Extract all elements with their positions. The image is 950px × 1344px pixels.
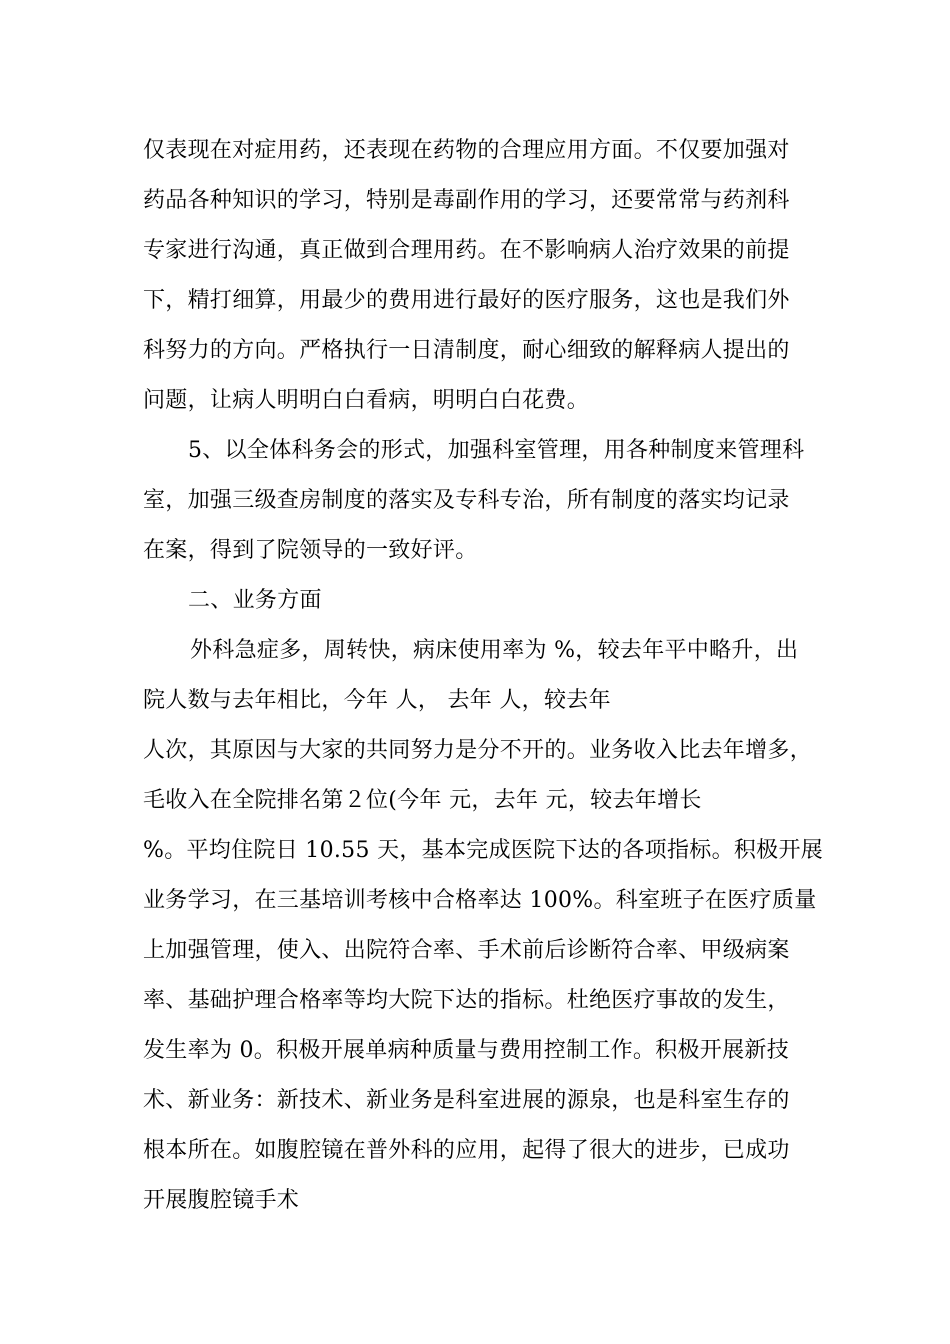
text-line: 开展腹腔镜手术 <box>143 1188 300 1213</box>
paragraph-start-line: 5、以全体科务会的形式，加强科室管理，用各种制度来管理科 <box>188 438 805 463</box>
paragraph-start-line: 外科急症多，周转快，病床使用率为 %，较去年平中略升，出 <box>190 638 799 663</box>
text-line: 发生率为 0。积极开展单病种质量与费用控制工作。积极开展新技 <box>143 1038 789 1063</box>
text-line: 毛收入在全院排名第２位(今年 元，去年 元，较去年增长 <box>143 788 702 813</box>
text-line: %。平均住院日 10.55 天，基本完成医院下达的各项指标。积极开展 <box>143 838 824 863</box>
section-heading: 二、业务方面 <box>188 588 322 613</box>
text-line: 人次，其原因与大家的共同努力是分不开的。业务收入比去年增多， <box>143 738 813 763</box>
text-line: 仅表现在对症用药，还表现在药物的合理应用方面。不仅要加强对 <box>143 138 790 163</box>
text-line: 院人数与去年相比，今年 人， 去年 人，较去年 <box>143 688 611 713</box>
text-line: 下，精打细算，用最少的费用进行最好的医疗服务，这也是我们外 <box>143 288 790 313</box>
text-line: 问题，让病人明明白白看病，明明白白花费。 <box>143 388 590 413</box>
text-line: 率、基础护理合格率等均大院下达的指标。杜绝医疗事故的发生， <box>143 988 790 1013</box>
text-line: 在案，得到了院领导的一致好评。 <box>143 538 478 563</box>
text-line: 业务学习，在三基培训考核中合格率达 100%。科室班子在医疗质量 <box>143 888 817 913</box>
text-line: 术、新业务：新技术、新业务是科室进展的源泉，也是科室生存的 <box>143 1088 790 1113</box>
text-line: 上加强管理，使入、出院符合率、手术前后诊断符合率、甲级病案 <box>143 938 790 963</box>
text-line: 专家进行沟通，真正做到合理用药。在不影响病人治疗效果的前提 <box>143 238 790 263</box>
text-line: 室，加强三级查房制度的落实及专科专治，所有制度的落实均记录 <box>143 488 790 513</box>
text-line: 科努力的方向。严格执行一日清制度，耐心细致的解释病人提出的 <box>143 338 790 363</box>
text-line: 根本所在。如腹腔镜在普外科的应用，起得了很大的进步，已成功 <box>143 1138 790 1163</box>
text-line: 药品各种知识的学习，特别是毒副作用的学习，还要常常与药剂科 <box>143 188 790 213</box>
